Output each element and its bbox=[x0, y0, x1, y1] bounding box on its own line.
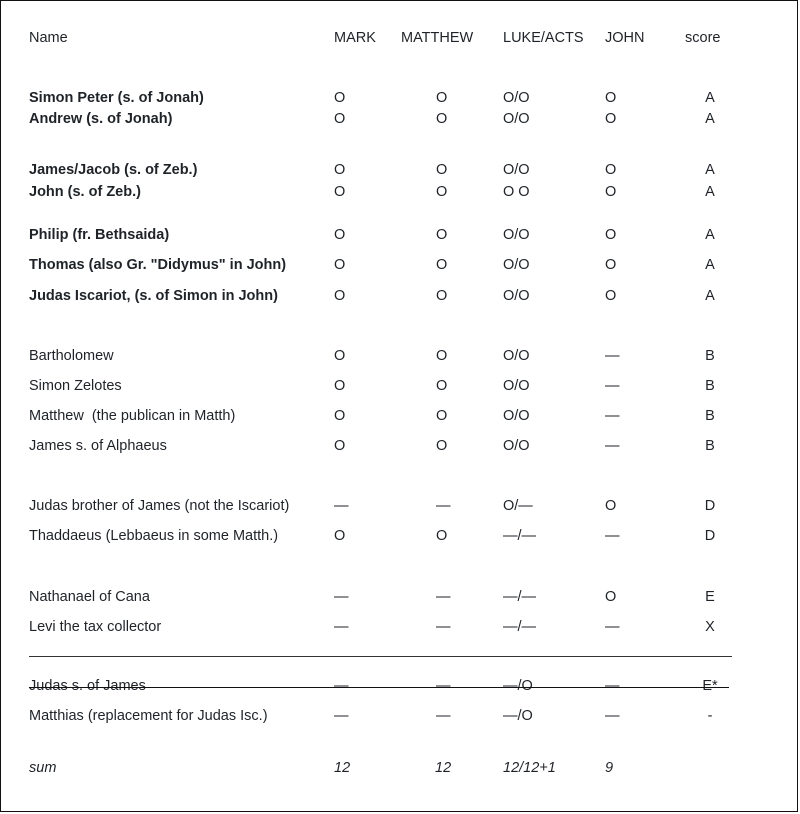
cell-matthew: — bbox=[436, 498, 451, 514]
cell-luke: —/O bbox=[503, 678, 533, 694]
cell-john: O bbox=[605, 227, 617, 243]
cell-luke: O/O bbox=[503, 227, 530, 243]
cell-score: D bbox=[704, 498, 716, 514]
cell-luke: O O bbox=[503, 184, 530, 200]
apostle-name: Thaddaeus (Lebbaeus in some Matth.) bbox=[29, 528, 279, 544]
apostle-name: Matthias (replacement for Judas Isc.) bbox=[29, 708, 268, 724]
cell-john: O bbox=[605, 162, 617, 178]
sum-label: sum bbox=[29, 760, 57, 776]
cell-mark: O bbox=[334, 184, 346, 200]
cell-mark: O bbox=[334, 378, 346, 394]
cell-matthew: O bbox=[436, 111, 448, 127]
cell-matthew: O bbox=[436, 348, 448, 364]
cell-score: B bbox=[705, 378, 715, 394]
strikethrough-line bbox=[29, 687, 729, 688]
cell-john: — bbox=[605, 348, 620, 364]
cell-mark: — bbox=[334, 589, 349, 605]
cell-score: B bbox=[705, 438, 715, 454]
cell-score: - bbox=[707, 708, 713, 724]
apostle-name: James/Jacob (s. of Zeb.) bbox=[29, 162, 198, 178]
cell-luke: O/O bbox=[503, 378, 530, 394]
sum-luke: 12/12+1 bbox=[503, 760, 556, 776]
cell-matthew: O bbox=[436, 257, 448, 273]
cell-luke: —/— bbox=[503, 589, 537, 605]
cell-matthew: O bbox=[436, 438, 448, 454]
cell-matthew: — bbox=[436, 708, 451, 724]
apostle-name: John (s. of Zeb.) bbox=[29, 184, 141, 200]
cell-mark: — bbox=[334, 708, 349, 724]
cell-luke: O/O bbox=[503, 408, 530, 424]
cell-mark: O bbox=[334, 528, 346, 544]
cell-score: E bbox=[705, 589, 715, 605]
cell-matthew: O bbox=[436, 162, 448, 178]
sum-john: 9 bbox=[605, 760, 614, 776]
header-john: JOHN bbox=[605, 30, 645, 46]
cell-john: O bbox=[605, 498, 617, 514]
cell-luke: O/O bbox=[503, 288, 530, 304]
cell-john: O bbox=[605, 257, 617, 273]
apostle-name: Simon Peter (s. of Jonah) bbox=[29, 90, 204, 106]
apostle-name: Judas brother of James (not the Iscariot) bbox=[29, 498, 290, 514]
cell-score: X bbox=[705, 619, 715, 635]
cell-mark: O bbox=[334, 111, 346, 127]
cell-score: B bbox=[705, 408, 715, 424]
cell-mark: O bbox=[334, 227, 346, 243]
cell-score: A bbox=[705, 288, 715, 304]
cell-mark: O bbox=[334, 162, 346, 178]
cell-score: A bbox=[705, 111, 715, 127]
cell-john: — bbox=[605, 528, 620, 544]
header-matthew: MATTHEW bbox=[401, 30, 474, 46]
cell-luke: —/— bbox=[503, 528, 537, 544]
cell-matthew: — bbox=[436, 619, 451, 635]
cell-john: O bbox=[605, 184, 617, 200]
cell-score: A bbox=[705, 184, 715, 200]
cell-luke: O/O bbox=[503, 348, 530, 364]
cell-john: O bbox=[605, 90, 617, 106]
header-score: score bbox=[685, 30, 721, 46]
cell-luke: O/O bbox=[503, 257, 530, 273]
cell-luke: O/— bbox=[503, 498, 533, 514]
cell-john: — bbox=[605, 438, 620, 454]
cell-matthew: — bbox=[436, 589, 451, 605]
header-luke-acts: LUKE/ACTS bbox=[503, 30, 584, 46]
cell-mark: — bbox=[334, 498, 349, 514]
cell-john: O bbox=[605, 589, 617, 605]
apostle-name: Judas Iscariot, (s. of Simon in John) bbox=[29, 288, 278, 304]
apostle-name: Levi the tax collector bbox=[29, 619, 162, 635]
cell-mark: O bbox=[334, 408, 346, 424]
apostle-name: Thomas (also Gr. "Didymus" in John) bbox=[29, 257, 287, 273]
cell-matthew: O bbox=[436, 528, 448, 544]
cell-mark: O bbox=[334, 438, 346, 454]
section-divider bbox=[29, 656, 732, 657]
cell-score: D bbox=[704, 528, 716, 544]
cell-mark: O bbox=[334, 348, 346, 364]
apostle-name: Nathanael of Cana bbox=[29, 589, 150, 605]
cell-score: A bbox=[705, 90, 715, 106]
cell-john: — bbox=[605, 408, 620, 424]
header-mark: MARK bbox=[334, 30, 376, 46]
apostle-name: Bartholomew bbox=[29, 348, 114, 364]
cell-mark: O bbox=[334, 90, 346, 106]
cell-score: A bbox=[705, 257, 715, 273]
cell-john: — bbox=[605, 378, 620, 394]
cell-matthew: O bbox=[436, 90, 448, 106]
cell-matthew: O bbox=[436, 184, 448, 200]
cell-luke: O/O bbox=[503, 438, 530, 454]
cell-score: E* bbox=[702, 678, 718, 694]
cell-john: O bbox=[605, 288, 617, 304]
apostle-name: James s. of Alphaeus bbox=[29, 438, 167, 454]
cell-john: — bbox=[605, 708, 620, 724]
cell-score: B bbox=[705, 348, 715, 364]
cell-score: A bbox=[705, 162, 715, 178]
cell-matthew: O bbox=[436, 288, 448, 304]
apostle-name: Matthew (the publican in Matth) bbox=[29, 408, 236, 424]
cell-luke: O/O bbox=[503, 111, 530, 127]
cell-mark: — bbox=[334, 619, 349, 635]
apostle-name: Andrew (s. of Jonah) bbox=[29, 111, 173, 127]
cell-luke: —/O bbox=[503, 708, 533, 724]
apostle-name: Simon Zelotes bbox=[29, 378, 122, 394]
cell-matthew: O bbox=[436, 227, 448, 243]
apostle-name: Philip (fr. Bethsaida) bbox=[29, 227, 170, 243]
cell-mark: — bbox=[334, 678, 349, 694]
cell-john: O bbox=[605, 111, 617, 127]
cell-matthew: — bbox=[436, 678, 451, 694]
header-name: Name bbox=[29, 30, 68, 46]
cell-mark: O bbox=[334, 288, 346, 304]
cell-score: A bbox=[705, 227, 715, 243]
cell-luke: O/O bbox=[503, 162, 530, 178]
cell-john: — bbox=[605, 619, 620, 635]
sum-matthew: 12 bbox=[435, 760, 452, 776]
cell-matthew: O bbox=[436, 408, 448, 424]
cell-mark: O bbox=[334, 257, 346, 273]
apostle-name: Judas s. of James bbox=[29, 678, 146, 694]
cell-luke: O/O bbox=[503, 90, 530, 106]
sum-mark: 12 bbox=[334, 760, 351, 776]
cell-luke: —/— bbox=[503, 619, 537, 635]
cell-john: — bbox=[605, 678, 620, 694]
cell-matthew: O bbox=[436, 378, 448, 394]
